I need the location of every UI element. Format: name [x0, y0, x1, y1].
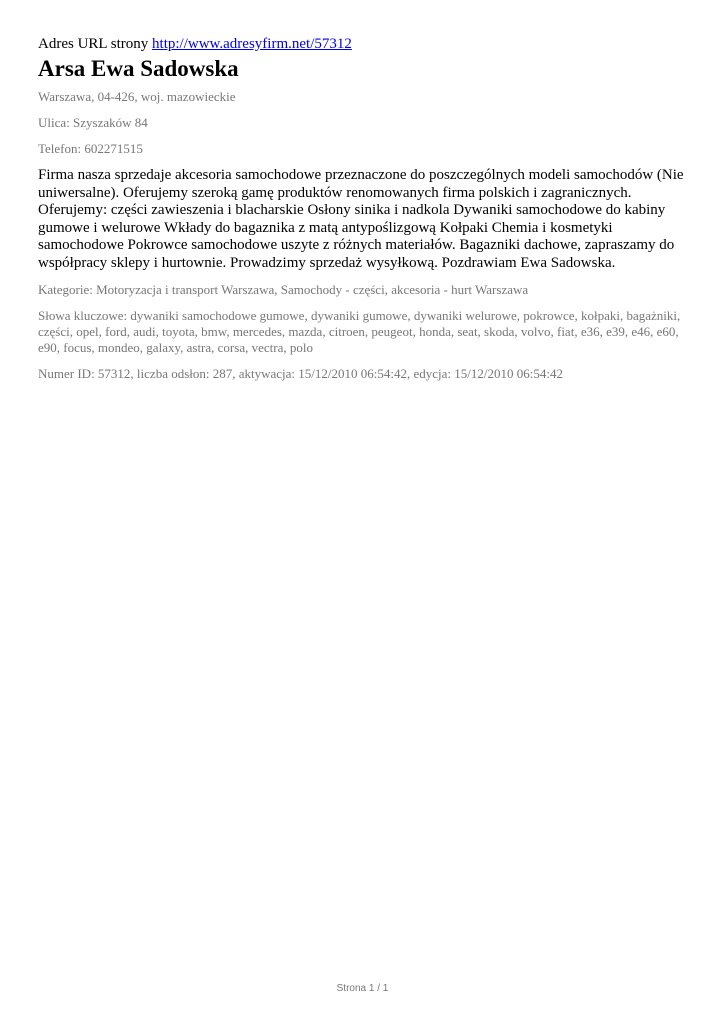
document-page	[38, 35, 688, 382]
company-phone: Telefon: 602271515	[38, 141, 143, 156]
page-number: Strona 1 / 1	[336, 983, 389, 994]
company-location: Warszawa, 04-426, woj. mazowieckie	[38, 89, 236, 104]
company-url-link[interactable]: http://www.adresyfirm.net/57312	[152, 36, 352, 52]
company-description: Firma nasza sprzedaje akcesoria samochodowe przeznaczone do poszczególnych modeli samochodów (Nie uniwersalne). Oferujemy szeroką gamę produktów renomowanych firma polskich i zagranicznych. Oferujemy: części zawieszenia i blacharskie Osłony sinika i nadkola Dywaniki samochodowe do kabiny gumowe i welurowe Wkłady do bagaznika z matą antypoślizgową Kołpaki Chemia i kosmetyki samochodowe Pokrowce samochodowe uszyte z różnych materiałów. Bagazniki dachowe, zapraszamy do współpracy sklepy i hurtownie. Prowadzimy sprzedaż wysyłkową. Pozdrawiam Ewa Sadowska.	[38, 167, 684, 271]
company-keywords: Słowa kluczowe: dywaniki samochodowe gumowe, dywaniki gumowe, dywaniki welurowe, pokrowce, kołpaki, bagażniki, części, opel, ford, audi, toyota, bmw, mercedes, mazda, citroen, peugeot, honda, seat, skoda, volvo, fiat, e36, e39, e46, e60, e90, focus, mondeo, galaxy, astra, corsa, vectra, polo	[38, 308, 681, 355]
company-categories: Kategorie: Motoryzacja i transport Warszawa, Samochody - części, akcesoria - hurt Warszawa	[38, 282, 529, 297]
record-info: Numer ID: 57312, liczba odsłon: 287, aktywacja: 15/12/2010 06:54:42, edycja: 15/12/2010 06:54:42	[38, 366, 563, 381]
url-line	[38, 35, 688, 53]
company-street: Ulica: Szyszaków 84	[38, 115, 148, 130]
url-label: Adres URL strony	[38, 36, 149, 52]
company-name: Arsa Ewa Sadowska	[38, 56, 239, 81]
